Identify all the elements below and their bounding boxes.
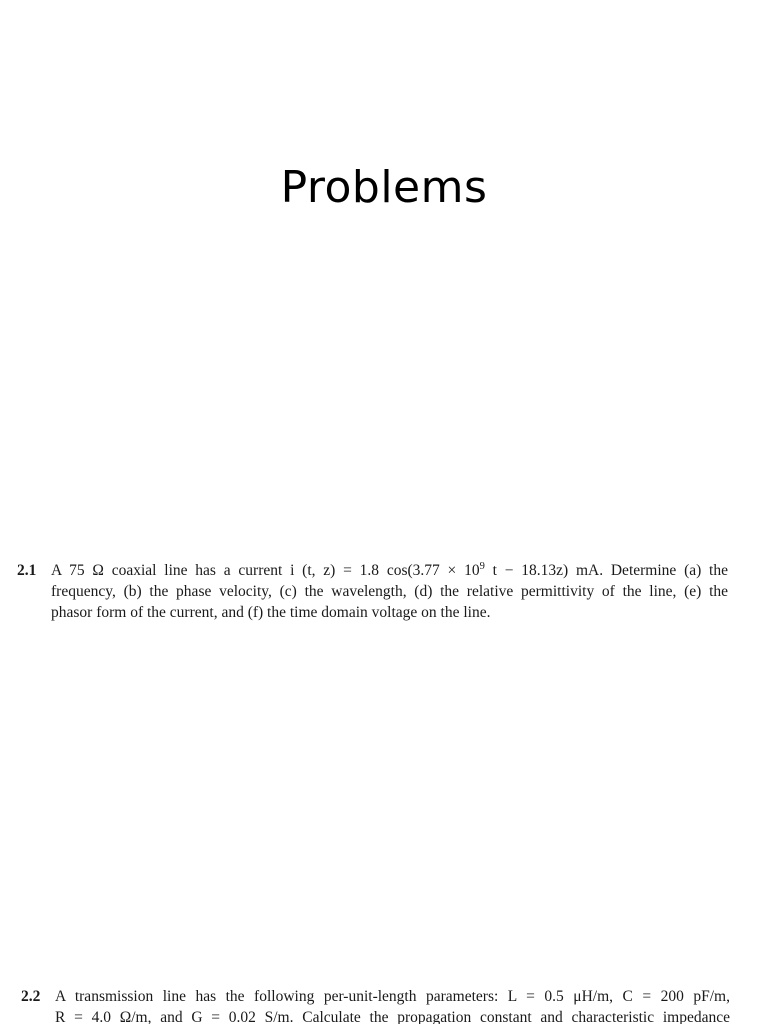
problem-line: frequency, (b) the phase velocity, (c) the wavelength, (d) the relative permittivity of the line, (e) the [51,583,728,600]
exponent: 9 [479,561,485,572]
problem-line: phasor form of the current, and (f) the time domain voltage on the line. [51,604,491,621]
problem-line: A transmission line has the following per-unit-length parameters: L = 0.5 μH/m, C = 200 pF/m, [55,988,730,1005]
problem-text [55,986,730,1024]
problem-text [51,560,728,623]
problem-line-part: A 75 Ω coaxial line has a current i (t, z) = 1.8 cos(3.77 × 10 [51,562,480,579]
page-title: Problems [280,162,488,213]
problem-line [51,560,728,581]
problem-number: 2.1 [17,562,37,579]
problem-line: R = 4.0 Ω/m, and G = 0.02 S/m. Calculate the propagation constant and characteristic impedance [55,1009,730,1024]
problem-line-part: t − 18.13z) mA. Determine (a) the [484,562,728,579]
problem-number: 2.2 [21,988,41,1005]
